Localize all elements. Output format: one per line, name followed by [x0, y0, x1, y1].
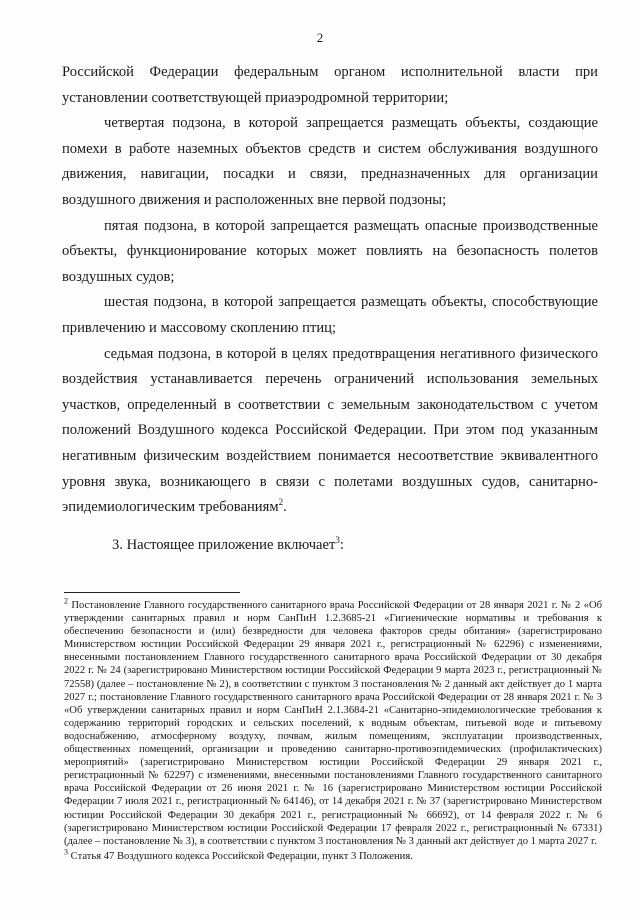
footnotes	[64, 596, 602, 863]
paragraph-continuation: Российской Федерации федеральным органом исполнительной власти при установлении соответствующей приаэродромной территории;	[62, 64, 598, 106]
paragraph-appendix-includes-suffix: :	[339, 536, 344, 553]
footnote-marker-3: 3	[64, 847, 68, 857]
paragraph-subzone-6: шестая подзона, в которой запрещается размещать объекты, способствующие привлечению и массовому скоплению птиц;	[62, 294, 598, 336]
footnote-2	[64, 596, 602, 848]
footnote-2-text: Постановление Главного государственного санитарного врача Российской Федерации от 28 января 2021 г. № 2 «Об утверждении санитарных правил и норм СанПиН 1.2.3685-21 «Гигиенические нормативы и требования к обеспечению безопасности и (или) безвредности для человека факторов среды обитания» (зарегистрировано Министерством юстиции Российской Федерации 29 января 2021 г., регистрационный № 62296) с изменениями, внесенными постановлением Главного государственного санитарного врача Российской Федерации от 30 декабря 2022 г. № 24 (зарегистрировано Министерством юстиции Российской Федерации 9 марта 2023 г., регистрационный № 72558) (далее – постановление № 2), в соответствии с пунктом 3 постановления № 2 данный акт действует до 1 марта 2027 г.; постановление Главного государственного санитарного врача Российской Федерации от 28 января 2021 г. № 3 «Об утверждении санитарных правил и норм СанПиН 2.1.3684-21 «Санитарно-эпидемиологические требования к содержанию территорий городских и сельских поселений, к водным объектам, питьевой воде и питьевому водоснабжению, атмосферному воздуху, почвам, жилым помещениям, эксплуатации производственных, общественных помещений, организации и проведению санитарно-противоэпидемических (профилактических) мероприятий» (зарегистрировано Министерством юстиции Российской Федерации 29 января 2021 г., регистрационный № 62297) с изменениями, внесенными постановлениями Главного государственного санитарного врача Российской Федерации от 26 июня 2021 г. № 16 (зарегистрировано Министерством юстиции Российской Федерации 7 июля 2021 г., регистрационный № 64146), от 14 декабря 2021 г. № 37 (зарегистрировано Министерством юстиции Российской Федерации 30 декабря 2021 г., регистрационный № 66692), от 14 февраля 2022 г. № 6 (зарегистрировано Министерством юстиции Российской Федерации 17 февраля 2022 г., регистрационный № 67331) (далее – постановление № 3), в соответствии с пунктом 3 постановления № 3 данный акт действует до 1 марта 2027 г.	[64, 600, 602, 847]
footnote-marker-2: 2	[64, 596, 68, 606]
footnote-ref-3[interactable]: 3	[335, 534, 340, 545]
paragraph-appendix-includes-text: 3. Настоящее приложение включает	[112, 536, 336, 553]
paragraph-subzone-4: четвертая подзона, в которой запрещается размещать объекты, создающие помехи в работе наземных объектов средств и систем обслуживания воздушного движения, навигации, посадки и связи, предназначенных для организации воздушного движения и расположенных вне первой подзоны;	[62, 115, 598, 208]
paragraph-subzone-5: пятая подзона, в которой запрещается размещать опасные производственные объекты, функционирование которых может повлиять на безопасность полетов воздушных судов;	[62, 217, 598, 285]
paragraph-subzone-7: седьмая подзона, в которой в целях предотвращения негативного физического воздействия устанавливается перечень ограничений использования земельных участков, определенный в соответствии с земельным законодательством с учетом положений Воздушного кодекса Российской Федерации. При этом под указанным негативным физическим воздействием понимается несоответствие эквивалентного уровня звука, возникающего в связи с полетами воздушных судов, санитарно-эпидемиологическим требованиям$^2$.	[62, 345, 598, 516]
paragraph-appendix-includes	[62, 533, 598, 559]
footnote-3-text: Статья 47 Воздушного кодекса Российской Федерации, пункт 3 Положения.	[70, 850, 413, 862]
footnote-ref-2[interactable]: 2	[278, 497, 284, 508]
footnote-3	[64, 847, 602, 863]
document-body	[62, 60, 598, 558]
paragraph-subzone-7-text: седьмая подзона, в которой в целях предотвращения негативного физического воздействия устанавливается перечень ограничений использования земельных участков, определенный в соответствии с земельным законодательством с учетом положений Воздушного кодекса Российской Федерации. При этом под указанным негативным физическим воздействием понимается несоответствие эквивалентного уровня звука, возникающего в связи с полетами воздушных судов, санитарно-эпидемиологическим требованиям	[62, 345, 598, 516]
page-number: 2	[316, 30, 324, 45]
footnote-divider	[64, 592, 240, 593]
